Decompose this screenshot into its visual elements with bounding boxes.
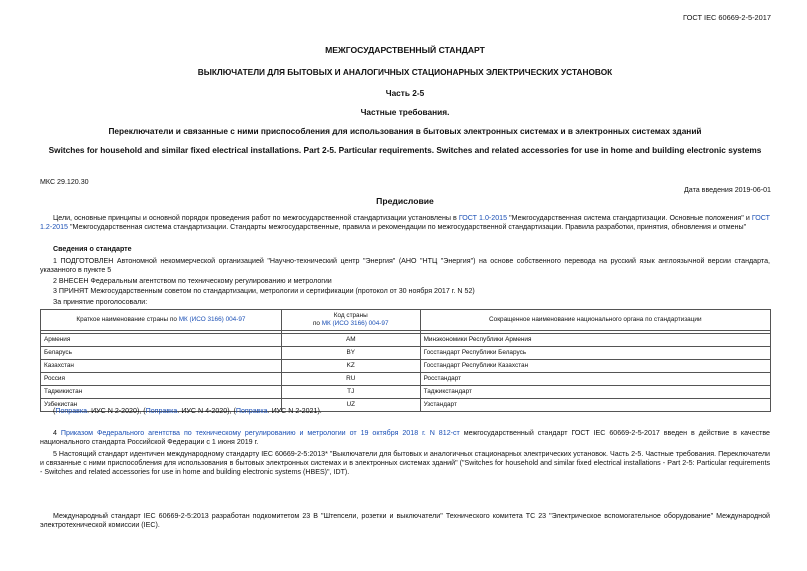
item-1: 1 ПОДГОТОВЛЕН Автономной некоммерческой организацией "Научно-технический центр "Энергия" (АНО "НТЦ "Энергия") на основе собственного перевода на русский язык англоязычной версии стандарта, указанного в пункте 5 bbox=[40, 257, 770, 275]
heading-subtitle-ru: Переключатели и связанные с ними приспособления для использования в бытовых электронных системах и в электронных системах зданий bbox=[108, 126, 702, 136]
header-country: Краткое наименование страны по МК (ИСО 3166) 004-97 bbox=[41, 310, 282, 331]
link-gost-1-0[interactable]: ГОСТ 1.0-2015 bbox=[458, 214, 508, 222]
table-row: Армения AM Минэкономики Республики Армения bbox=[41, 334, 771, 347]
preface-text-c: "Межгосударственная система стандартизации. Стандарты межгосударственные, правила и рекомендации по межгосударственной стандартизации. Правила разработки, принятия, обновления и отмены" bbox=[68, 223, 747, 232]
preface-text-b: "Межгосударственная система стандартизации. Основные положения" и bbox=[507, 214, 752, 222]
voted-label: За принятие проголосовали: bbox=[53, 298, 148, 306]
link-amendment-1[interactable]: Поправка bbox=[55, 407, 88, 415]
link-amendment-3[interactable]: Поправка bbox=[235, 407, 268, 415]
heading-part: Часть 2-5 bbox=[385, 88, 425, 98]
table-row: Беларусь BY Госстандарт Республики Беларусь bbox=[41, 347, 771, 360]
link-amendment-2[interactable]: Поправка bbox=[145, 407, 178, 415]
intro-date: Дата введения 2019-06-01 bbox=[684, 186, 771, 194]
info-title: Сведения о стандарте bbox=[53, 245, 132, 253]
item-2: 2 ВНЕСЕН Федеральным агентством по техническому регулированию и метрологии bbox=[53, 277, 332, 285]
table-row: Узбекистан UZ Узстандарт bbox=[41, 399, 771, 412]
header-body: Сокращенное наименование национального органа по стандартизации bbox=[420, 310, 770, 331]
document-id: ГОСТ IEC 60669-2-5-2017 bbox=[683, 13, 771, 22]
preface-paragraph-1 bbox=[40, 214, 770, 232]
item-4: 4 Приказом Федерального агентства по техническому регулированию и метрологии от 19 октября 2018 г. N 812-ст межгосударственный стандарт ГОСТ IEC 60669-2-5-2017 введен в действие в качестве национального стандарта Российской Федерации с 1 июня 2019 г. bbox=[40, 429, 771, 447]
footnote: Международный стандарт IEC 60669-2-5:2013 разработан подкомитетом 23 В "Штепсели, розетки и выключатели" Технического комитета ТС 23 "Электрическое вспомогательное оборудование" Международной электротехнической комиссии (IEC). bbox=[40, 512, 770, 530]
link-gost-1-2[interactable]: ГОСТ 1.2-2015 bbox=[40, 214, 771, 232]
amendments-line: (Поправка. ИУС N 2-2020), (Поправка. ИУС N 4-2020), (Поправка. ИУС N 2-2021). bbox=[53, 407, 322, 415]
countries-table bbox=[40, 309, 771, 412]
link-mk-iso-3166[interactable]: МК (ИСО 3166) 004-97 bbox=[321, 320, 389, 327]
preface-text-a: Цели, основные принципы и основной порядок проведения работ по межгосударственной стандартизации установлены в bbox=[53, 214, 459, 222]
table-header-row bbox=[41, 310, 771, 331]
table-row: Таджикистан TJ Таджикстандарт bbox=[41, 386, 771, 399]
item-5: 5 Настоящий стандарт идентичен международному стандарту IEC 60669-2-5:2013* "Выключатели для бытовых и аналогичных стационарных электрических установок. Часть 2-5. Частные требования. Переключатели и связанные с ними приспособления для использования в бытовых электронных системах и в электронных системах зданий" ("Switches for household and similar fixed electrical installations - Part 2-5: Particular requirements - Switches and related accessories for use in home and building electronic systems (HBES)", IDT). bbox=[40, 450, 770, 477]
link-mk-iso-3166[interactable]: МК (ИСО 3166) 004-97 bbox=[178, 315, 246, 323]
link-order-812-st[interactable]: Приказом Федерального агентства по техническому регулированию и метрологии от 19 октября 2018 г. N 812-ст bbox=[60, 429, 460, 437]
heading-title-ru: ВЫКЛЮЧАТЕЛИ ДЛЯ БЫТОВЫХ И АНАЛОГИЧНЫХ СТАЦИОНАРНЫХ ЭЛЕКТРИЧЕСКИХ УСТАНОВОК bbox=[197, 67, 613, 77]
table-row: Казахстан KZ Госстандарт Республики Казахстан bbox=[41, 360, 771, 373]
preface-title: Предисловие bbox=[376, 196, 434, 206]
table-row: Россия RU Росстандарт bbox=[41, 373, 771, 386]
heading-title-en: Switches for household and similar fixed electrical installations. Part 2-5. Particular requirements. Switches and related accessories for use in home and building electronic systems bbox=[48, 145, 762, 155]
header-code: Код страны по МК (ИСО 3166) 004-97 bbox=[281, 310, 420, 331]
heading-standard-type: МЕЖГОСУДАРСТВЕННЫЙ СТАНДАРТ bbox=[325, 45, 485, 55]
item-3: 3 ПРИНЯТ Межгосударственным советом по стандартизации, метрологии и сертификации (протокол от 30 ноября 2017 г. N 52) bbox=[53, 287, 475, 295]
heading-particular: Частные требования. bbox=[360, 107, 450, 117]
mks-code: МКС 29.120.30 bbox=[40, 178, 89, 186]
